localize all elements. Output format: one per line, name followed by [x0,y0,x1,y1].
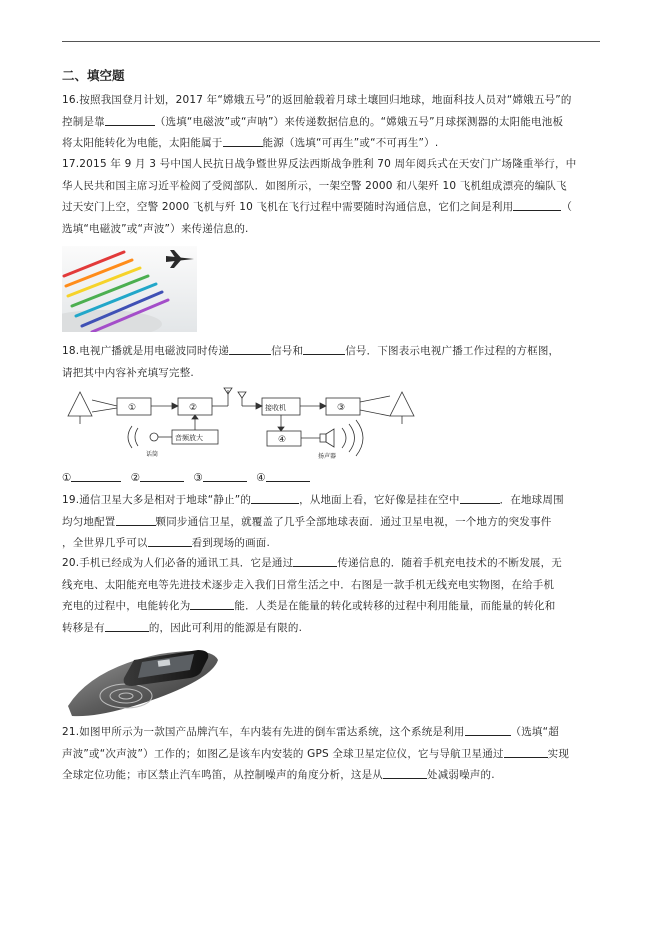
q16-line-2 [62,112,602,134]
answer-blank[interactable] [223,134,263,147]
answer-label-text: ③ [193,472,203,484]
answer-blank[interactable] [190,597,234,610]
q20-text: 转移是有 [62,621,105,634]
q18-text: 信号．下图表示电视广播工作过程的方框图， [345,345,560,357]
q19-text: ，从地面上看，它好像是挂在空中 [299,494,460,506]
box-4-label: ④ [278,435,287,445]
wireless-charger-image [62,640,222,720]
amplifier-label: 音频放大 [175,434,203,442]
answer-label-text: ② [130,472,141,484]
answer-blank[interactable] [71,469,121,482]
answer-blank[interactable] [460,491,500,504]
answer-blank[interactable] [229,342,271,355]
answer-label-text: ① [62,472,72,484]
answer-label-3 [194,472,247,484]
q21-line-3 [62,765,602,787]
q21-text: 21.如图甲所示为一款国产品牌汽车，车内装有先进的倒车雷达系统，这个系统是利用 [62,726,465,738]
answer-blank[interactable] [266,469,310,482]
q19-text: 19.通信卫星大多是相对于地球“静止”的 [62,494,252,506]
tree-icon [68,392,92,416]
q19-text: 均匀地配置 [62,515,116,528]
q18-line-1 [62,341,602,363]
tv-broadcast-diagram [62,386,422,464]
q19-text: ．在地球周围 [499,494,564,506]
q19-text: 颗同步通信卫星，就覆盖了几乎全部地球表面．通过卫星电视，一个地方的突发事件 [155,515,552,528]
q17-line-2: 华人民共和国主席习近平检阅了受阅部队．如图所示，一架空警 2000 和八架歼 10 飞机组成漂亮的编队飞 [62,179,567,192]
q16-line-3 [62,133,602,155]
question-19 [62,490,602,555]
question-17 [62,154,602,240]
q19-line-3 [62,533,602,555]
q17-text: （ [561,201,573,213]
q20-text: 的，因此可利用的能源是有限的. [148,621,303,634]
q21-line-2 [62,744,602,766]
speaker-icon [320,434,326,442]
q17-line-3 [62,197,602,219]
q18-text: 18.电视广播就是用电磁波同时传递 [62,345,230,357]
q20-text: 充电的过程中，电能转化为 [62,600,191,612]
aircraft-formation-image [62,246,197,332]
answer-blank[interactable] [303,342,345,355]
q16-text: 将太阳能转化为电能，太阳能属于 [62,137,223,149]
answer-blank[interactable] [465,723,511,736]
q16-text: （选填“电磁波”或“声呐”）来传递数据信息的。“嫦娥五号”月球探测器的太阳能电池板 [154,115,564,128]
q19-line-2 [62,512,602,534]
box-2-label: ② [189,403,198,413]
answer-label-1 [62,472,121,484]
box-3-label: ③ [337,403,346,413]
question-21 [62,722,602,787]
answer-blank[interactable] [105,113,155,126]
answer-blank[interactable] [148,534,192,547]
speaker-label: 扬声器 [318,453,337,460]
q17-line-4: 选填“电磁波”或“声波”）来传递信息的. [62,222,249,235]
answer-label-4 [256,472,309,484]
answer-label-text: ④ [256,472,266,484]
q20-text: 20.手机已经成为人们必备的通讯工具．它是通过 [62,557,294,569]
answer-blank[interactable] [203,469,247,482]
q20-line-3 [62,596,602,618]
answer-label-2 [131,472,184,484]
q19-text: 看到现场的画面. [191,537,271,549]
q18-line-2: 请把其中内容补充填写完整. [62,366,194,379]
q19-line-1 [62,490,602,512]
q20-text: 能．人类是在能量的转化或转移的过程中利用能量，而能量的转化和 [234,600,556,612]
q16-text: 能源（选填“可再生”或“不可再生”）. [262,137,439,149]
receive-antenna-icon [238,392,246,398]
q20-text: 传递信息的．随着手机充电技术的不断发展，无 [337,557,563,569]
diagram-answer-row [62,469,362,484]
q21-text: 全球定位功能；市区禁止汽车鸣笛，从控制噪声的角度分析，这是从 [62,769,383,781]
receiver-label: 接收机 [265,404,286,412]
answer-blank[interactable] [105,619,149,632]
q16-line-1: 16.按照我国登月计划，2017 年“嫦娥五号”的返回舱载着月球土壤回归地球，地面科技人员对“嫦娥五号”的 [62,94,572,106]
header-rule [62,41,600,42]
q19-text: ，全世界几乎可以 [62,537,148,549]
answer-blank[interactable] [383,766,427,779]
q21-line-1 [62,722,602,744]
q21-text: 声波”或“次声波”）工作的；如图乙是该车内安装的 GPS 全球卫星定位仪，它与导航卫星通过 [62,747,504,760]
question-20 [62,553,602,639]
microphone-icon [150,433,158,441]
q17-text: 过天安门上空，空警 2000 飞机与歼 10 飞机在飞行过程中需要随时沟通信息，它们之间是利用 [62,201,514,213]
question-18 [62,341,602,384]
q18-text: 信号和 [271,345,304,357]
q21-text: 处减弱噪声的. [427,769,495,781]
section-title: 二、填空题 [62,68,125,83]
answer-blank[interactable] [140,469,184,482]
q16-text: 控制是靠 [62,115,105,128]
q20-line-2: 线充电、太阳能充电等先进技术逐步走入我们日常生活之中．右图是一款手机无线充电实物图，在给手机 [62,578,555,591]
q20-line-1 [62,553,602,575]
q21-text: 实现 [547,747,570,760]
question-16 [62,90,602,155]
answer-blank[interactable] [293,554,337,567]
answer-blank[interactable] [251,491,299,504]
q20-line-4 [62,618,602,640]
q17-line-1: 17.2015 年 9 月 3 号中国人民抗日战争暨世界反法西斯战争胜利 70 周年阅兵式在天安门广场隆重举行，中 [62,158,577,170]
answer-blank[interactable] [504,745,548,758]
answer-blank[interactable] [116,513,156,526]
box-1-label: ① [128,403,137,413]
q21-text: （选填“超 [510,726,559,738]
microphone-label: 话筒 [146,451,159,458]
tree-icon [390,392,414,416]
answer-blank[interactable] [513,198,561,211]
